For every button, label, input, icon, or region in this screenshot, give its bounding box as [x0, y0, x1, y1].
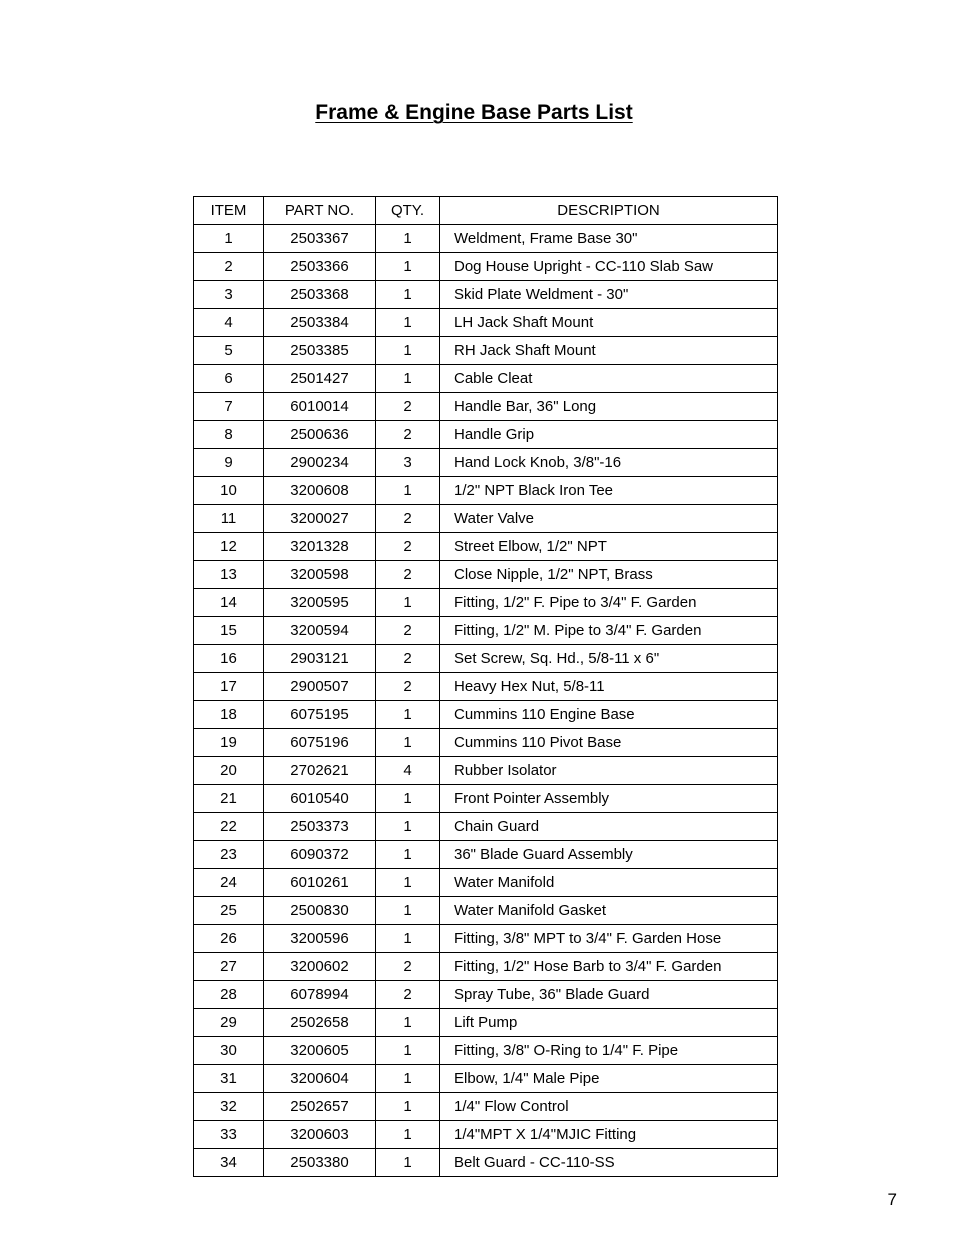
cell-item: 1 [194, 225, 264, 253]
table-row [194, 225, 778, 253]
cell-qty: 1 [376, 281, 440, 309]
cell-qty: 1 [376, 1149, 440, 1177]
cell-description: Cable Cleat [440, 365, 778, 393]
cell-item: 2 [194, 253, 264, 281]
cell-item: 30 [194, 1037, 264, 1065]
cell-item: 3 [194, 281, 264, 309]
table-row [194, 253, 778, 281]
cell-qty: 2 [376, 561, 440, 589]
cell-description: 1/2" NPT Black Iron Tee [440, 477, 778, 505]
cell-item: 28 [194, 981, 264, 1009]
cell-item: 6 [194, 365, 264, 393]
cell-description: Front Pointer Assembly [440, 785, 778, 813]
cell-qty: 1 [376, 897, 440, 925]
table-row [194, 421, 778, 449]
cell-description: Rubber Isolator [440, 757, 778, 785]
cell-qty: 1 [376, 841, 440, 869]
cell-item: 19 [194, 729, 264, 757]
cell-description: Belt Guard - CC-110-SS [440, 1149, 778, 1177]
cell-part-no: 6010014 [264, 393, 376, 421]
cell-description: 1/4"MPT X 1/4"MJIC Fitting [440, 1121, 778, 1149]
cell-qty: 4 [376, 757, 440, 785]
table-row [194, 533, 778, 561]
cell-description: Dog House Upright - CC-110 Slab Saw [440, 253, 778, 281]
cell-description: LH Jack Shaft Mount [440, 309, 778, 337]
cell-description: Set Screw, Sq. Hd., 5/8-11 x 6" [440, 645, 778, 673]
cell-part-no: 2903121 [264, 645, 376, 673]
cell-part-no: 3200605 [264, 1037, 376, 1065]
cell-part-no: 2500830 [264, 897, 376, 925]
cell-qty: 2 [376, 645, 440, 673]
cell-part-no: 2503385 [264, 337, 376, 365]
cell-description: RH Jack Shaft Mount [440, 337, 778, 365]
cell-qty: 1 [376, 225, 440, 253]
cell-description: 36" Blade Guard Assembly [440, 841, 778, 869]
cell-description: Lift Pump [440, 1009, 778, 1037]
table-row [194, 477, 778, 505]
cell-description: Handle Bar, 36" Long [440, 393, 778, 421]
cell-item: 7 [194, 393, 264, 421]
cell-part-no: 2900234 [264, 449, 376, 477]
table-row [194, 449, 778, 477]
cell-part-no: 6075195 [264, 701, 376, 729]
table-row [194, 785, 778, 813]
cell-qty: 1 [376, 1065, 440, 1093]
table-row [194, 561, 778, 589]
cell-qty: 1 [376, 337, 440, 365]
cell-description: Hand Lock Knob, 3/8"-16 [440, 449, 778, 477]
table-row [194, 1093, 778, 1121]
cell-item: 18 [194, 701, 264, 729]
cell-qty: 1 [376, 1121, 440, 1149]
cell-part-no: 3200598 [264, 561, 376, 589]
cell-part-no: 6078994 [264, 981, 376, 1009]
cell-description: Water Manifold [440, 869, 778, 897]
cell-description: Fitting, 1/2" M. Pipe to 3/4" F. Garden [440, 617, 778, 645]
cell-part-no: 3200027 [264, 505, 376, 533]
cell-description: Fitting, 3/8" O-Ring to 1/4" F. Pipe [440, 1037, 778, 1065]
table-row [194, 869, 778, 897]
cell-item: 12 [194, 533, 264, 561]
parts-table [193, 196, 778, 1177]
cell-item: 16 [194, 645, 264, 673]
cell-part-no: 2503373 [264, 813, 376, 841]
cell-qty: 1 [376, 365, 440, 393]
cell-qty: 1 [376, 1009, 440, 1037]
cell-description: Fitting, 1/2" F. Pipe to 3/4" F. Garden [440, 589, 778, 617]
cell-part-no: 2503368 [264, 281, 376, 309]
cell-item: 13 [194, 561, 264, 589]
cell-part-no: 2503366 [264, 253, 376, 281]
cell-qty: 1 [376, 701, 440, 729]
cell-qty: 1 [376, 869, 440, 897]
cell-qty: 2 [376, 953, 440, 981]
cell-qty: 2 [376, 393, 440, 421]
cell-description: Close Nipple, 1/2" NPT, Brass [440, 561, 778, 589]
cell-item: 21 [194, 785, 264, 813]
cell-qty: 2 [376, 981, 440, 1009]
cell-item: 26 [194, 925, 264, 953]
cell-part-no: 3200603 [264, 1121, 376, 1149]
cell-item: 27 [194, 953, 264, 981]
cell-item: 31 [194, 1065, 264, 1093]
table-row [194, 1009, 778, 1037]
page-number: 7 [887, 1190, 897, 1209]
table-row [194, 309, 778, 337]
cell-qty: 2 [376, 421, 440, 449]
cell-item: 25 [194, 897, 264, 925]
cell-item: 24 [194, 869, 264, 897]
cell-description: Elbow, 1/4" Male Pipe [440, 1065, 778, 1093]
cell-part-no: 6075196 [264, 729, 376, 757]
cell-description: Handle Grip [440, 421, 778, 449]
parts-table-body [194, 225, 778, 1177]
cell-item: 9 [194, 449, 264, 477]
header-item: ITEM [194, 197, 264, 225]
cell-part-no: 2503367 [264, 225, 376, 253]
table-row [194, 589, 778, 617]
cell-item: 5 [194, 337, 264, 365]
cell-qty: 1 [376, 785, 440, 813]
cell-item: 34 [194, 1149, 264, 1177]
cell-qty: 2 [376, 505, 440, 533]
table-row [194, 757, 778, 785]
header-qty: QTY. [376, 197, 440, 225]
table-row [194, 1149, 778, 1177]
cell-part-no: 2900507 [264, 673, 376, 701]
table-row [194, 365, 778, 393]
cell-description: Water Manifold Gasket [440, 897, 778, 925]
cell-qty: 1 [376, 1037, 440, 1065]
cell-part-no: 3200604 [264, 1065, 376, 1093]
cell-item: 11 [194, 505, 264, 533]
cell-description: Cummins 110 Pivot Base [440, 729, 778, 757]
cell-description: Spray Tube, 36" Blade Guard [440, 981, 778, 1009]
cell-description: Chain Guard [440, 813, 778, 841]
cell-part-no: 2502657 [264, 1093, 376, 1121]
cell-item: 10 [194, 477, 264, 505]
cell-part-no: 3200608 [264, 477, 376, 505]
table-row [194, 1065, 778, 1093]
cell-qty: 1 [376, 729, 440, 757]
cell-qty: 1 [376, 589, 440, 617]
cell-item: 4 [194, 309, 264, 337]
table-row [194, 729, 778, 757]
table-row [194, 617, 778, 645]
cell-description: Skid Plate Weldment - 30" [440, 281, 778, 309]
cell-description: Heavy Hex Nut, 5/8-11 [440, 673, 778, 701]
cell-item: 15 [194, 617, 264, 645]
cell-item: 14 [194, 589, 264, 617]
table-row [194, 393, 778, 421]
cell-part-no: 3200594 [264, 617, 376, 645]
cell-item: 22 [194, 813, 264, 841]
cell-description: Fitting, 3/8" MPT to 3/4" F. Garden Hose [440, 925, 778, 953]
cell-description: Street Elbow, 1/2" NPT [440, 533, 778, 561]
cell-item: 32 [194, 1093, 264, 1121]
cell-description: Weldment, Frame Base 30" [440, 225, 778, 253]
cell-qty: 2 [376, 533, 440, 561]
cell-part-no: 2702621 [264, 757, 376, 785]
cell-qty: 1 [376, 1093, 440, 1121]
cell-part-no: 3200595 [264, 589, 376, 617]
page-title: Frame & Engine Base Parts List [315, 101, 633, 124]
table-row [194, 281, 778, 309]
cell-qty: 1 [376, 813, 440, 841]
cell-item: 29 [194, 1009, 264, 1037]
cell-item: 17 [194, 673, 264, 701]
table-row [194, 813, 778, 841]
cell-part-no: 6090372 [264, 841, 376, 869]
cell-part-no: 3200602 [264, 953, 376, 981]
cell-item: 8 [194, 421, 264, 449]
cell-item: 33 [194, 1121, 264, 1149]
cell-qty: 2 [376, 617, 440, 645]
cell-description: 1/4" Flow Control [440, 1093, 778, 1121]
cell-part-no: 2500636 [264, 421, 376, 449]
cell-item: 20 [194, 757, 264, 785]
cell-qty: 1 [376, 925, 440, 953]
header-description: DESCRIPTION [440, 197, 778, 225]
cell-part-no: 3200596 [264, 925, 376, 953]
table-row [194, 897, 778, 925]
cell-description: Water Valve [440, 505, 778, 533]
table-row [194, 981, 778, 1009]
cell-part-no: 6010540 [264, 785, 376, 813]
cell-description: Fitting, 1/2" Hose Barb to 3/4" F. Garden [440, 953, 778, 981]
cell-qty: 3 [376, 449, 440, 477]
cell-part-no: 2502658 [264, 1009, 376, 1037]
table-header-row [194, 197, 778, 225]
table-row [194, 673, 778, 701]
table-row [194, 645, 778, 673]
cell-qty: 1 [376, 253, 440, 281]
cell-qty: 1 [376, 477, 440, 505]
cell-item: 23 [194, 841, 264, 869]
cell-description: Cummins 110 Engine Base [440, 701, 778, 729]
table-row [194, 505, 778, 533]
table-row [194, 701, 778, 729]
header-part-no: PART NO. [264, 197, 376, 225]
cell-qty: 2 [376, 673, 440, 701]
cell-part-no: 2501427 [264, 365, 376, 393]
cell-part-no: 3201328 [264, 533, 376, 561]
table-row [194, 925, 778, 953]
cell-qty: 1 [376, 309, 440, 337]
cell-part-no: 2503380 [264, 1149, 376, 1177]
table-row [194, 1037, 778, 1065]
table-row [194, 953, 778, 981]
table-row [194, 841, 778, 869]
cell-part-no: 2503384 [264, 309, 376, 337]
table-row [194, 1121, 778, 1149]
table-row [194, 337, 778, 365]
cell-part-no: 6010261 [264, 869, 376, 897]
